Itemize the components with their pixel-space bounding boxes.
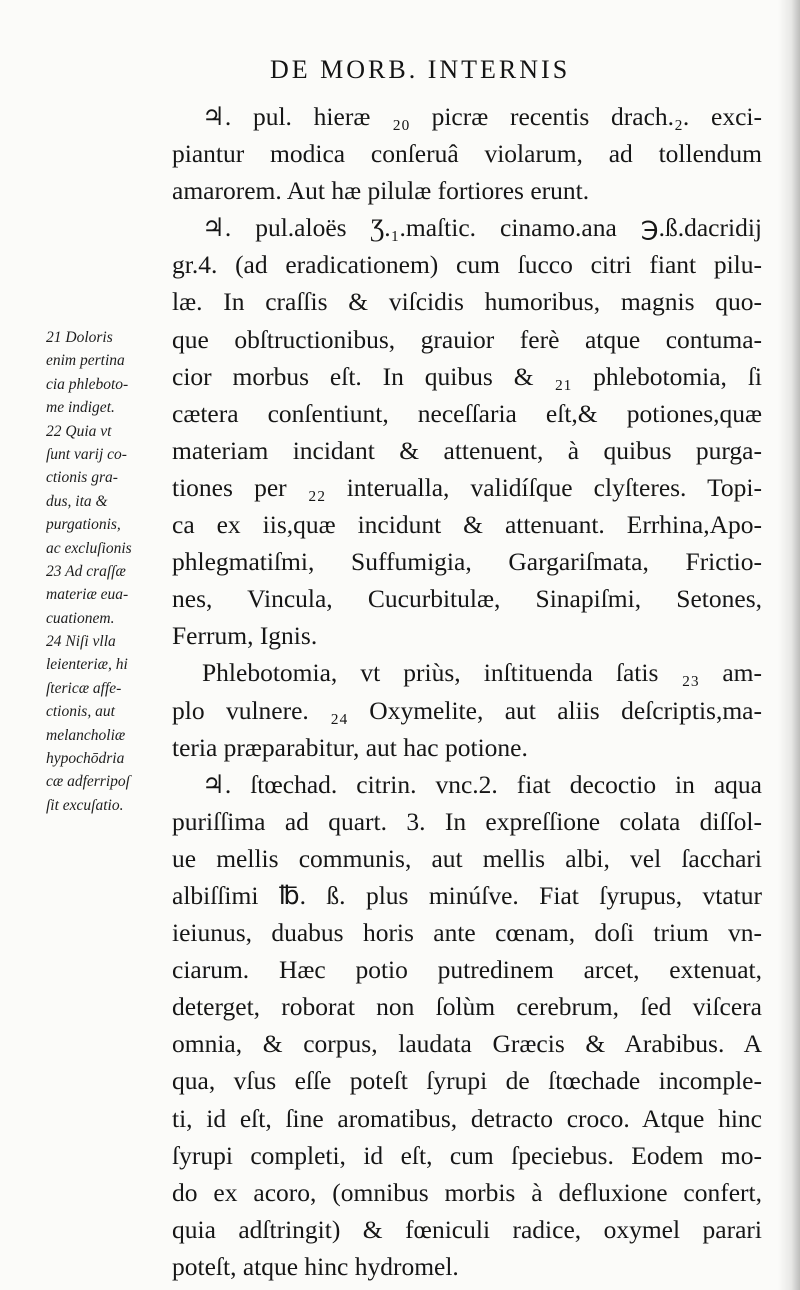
margin-note-line: ſunt varij co- xyxy=(46,445,127,463)
margin-note-line: purgationis, xyxy=(46,516,121,534)
text-line: teria præparabitur, aut hac potione. xyxy=(172,732,528,762)
text-line: ♃. ſtœchad. citrin. vnc.2. fiat decoctio in aqua xyxy=(202,769,762,799)
margin-note-line: ſit excuſatio. xyxy=(46,796,124,814)
text-line: qua, vſus eſſe poteſt ſyrupi de ſtœchade incomple- xyxy=(172,1066,762,1096)
text-line: ti, id eſt, ſine aromatibus, detracto croco. Atque hinc xyxy=(172,1103,762,1133)
margin-note-line: enim pertina xyxy=(46,352,125,370)
text-line: ♃. pul.aloës Ʒ.₁.maſtic. cinamo.ana ℈.ß.dacridij xyxy=(202,213,762,243)
text-line: Ferrum, Ignis. xyxy=(172,621,318,651)
page-edge-shadow xyxy=(778,0,800,1290)
margin-note-line: dus, ita & xyxy=(46,492,108,510)
margin-note-line: materiæ eua- xyxy=(46,586,129,604)
margin-note-line: hypochōdria xyxy=(46,750,125,768)
margin-note-line: 21 Doloris xyxy=(46,329,113,346)
text-line: ciarum. Hæc potio putredinem arcet, extenuat, xyxy=(172,955,762,985)
text-line: ca ex iis,quæ incidunt & attenuant. Errhina,Apo- xyxy=(172,510,762,540)
text-line: plo vulnere. ₂₄ Oxymelite, aut aliis deſcriptis,ma- xyxy=(172,695,762,725)
text-line: que obſtructionibus, grauior ferè atque contuma- xyxy=(172,324,762,354)
text-line: amarorem. Aut hæ pilulæ fortiores erunt. xyxy=(172,176,590,206)
text-line: ſyrupi completi, id eſt, cum ſpeciebus. Eodem mo- xyxy=(172,1140,762,1170)
text-line: cætera conſentiunt, neceſſaria eſt,& potiones,quæ xyxy=(172,398,762,428)
text-line: ieiunus, duabus horis ante cœnam, doſi trium vn- xyxy=(172,918,762,948)
text-line: deterget, roborat non ſolùm cerebrum, ſed viſcera xyxy=(172,992,762,1022)
margin-note-line: ctionis gra- xyxy=(46,469,118,487)
margin-note-line: melancholiæ xyxy=(46,726,126,744)
text-line: tiones per ₂₂ interualla, validíſque clyſteres. Topi- xyxy=(172,472,762,502)
text-line: gr.4. (ad eradicationem) cum ſucco citri fiant pilu- xyxy=(172,250,762,280)
margin-note-line: me indiget. xyxy=(46,399,115,417)
margin-note-line: 23 Ad craſſæ xyxy=(46,562,126,580)
margin-note-line: ac excluſionis xyxy=(46,539,132,557)
text-line: nes, Vincula, Cucurbitulæ, Sinapiſmi, Setones, xyxy=(172,584,762,614)
margin-note-line: cæ adferripoſ xyxy=(46,773,130,791)
main-text-column xyxy=(172,98,762,1285)
margin-note-line: leienteriæ, hi xyxy=(46,656,128,674)
text-line: quia adſtringit) & fœniculi radice, oxymel parari xyxy=(172,1214,762,1244)
text-line: do ex acoro, (omnibus morbis à defluxione confert, xyxy=(172,1177,762,1207)
text-line: ue mellis communis, aut mellis albi, vel ſacchari xyxy=(172,843,762,873)
margin-note-line: 24 Niſi vlla xyxy=(46,633,116,651)
margin-note-line: ctionis, aut xyxy=(46,703,115,721)
text-line: phlegmatiſmi, Suffumigia, Gargariſmata, Frictio- xyxy=(172,547,762,577)
text-line: omnia, & corpus, laudata Græcis & Arabibus. A xyxy=(172,1029,762,1059)
text-line: materiam incidant & attenuent, à quibus purga- xyxy=(172,435,762,465)
margin-notes xyxy=(46,326,174,817)
text-line: læ. In craſſis & viſcidis humoribus, magnis quo- xyxy=(172,287,762,317)
text-line: cior morbus eſt. In quibus & ₂₁ phlebotomia, ſi xyxy=(172,361,762,391)
margin-note-line: cia phleboto- xyxy=(46,375,129,393)
text-line: piantur modica conſeruâ violarum, ad tollendum xyxy=(172,139,762,169)
text-line: poteſt, atque hinc hydromel. xyxy=(172,1251,459,1281)
text-line: puriſſima ad quart. 3. In expreſſione colata diſſol- xyxy=(172,806,762,836)
text-line: albiſſimi ℔. ß. plus minúſve. Fiat ſyrupus, vtatur xyxy=(172,880,762,910)
margin-note-line: ſtericæ affe- xyxy=(46,679,122,697)
text-line: ♃. pul. hieræ ₂₀ picræ recentis drach.₂. exci- xyxy=(202,102,762,131)
margin-note-line: cuationem. xyxy=(46,609,115,627)
text-line: Phlebotomia, vt priùs, inſtituenda ſatis ₂₃ am- xyxy=(202,658,762,688)
running-head: DE MORB. INTERNIS xyxy=(270,55,571,84)
margin-note-line: 22 Quia vt xyxy=(46,422,112,440)
